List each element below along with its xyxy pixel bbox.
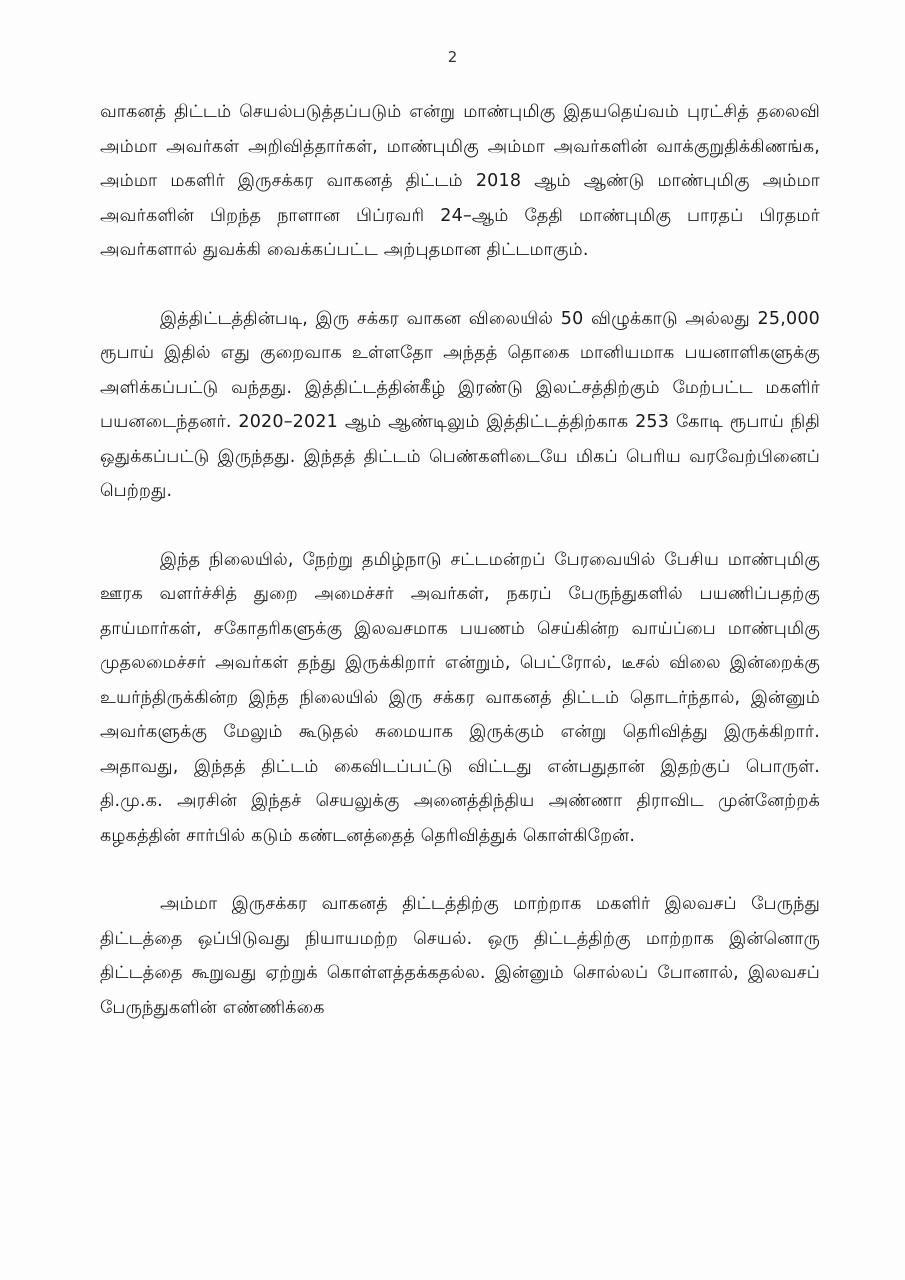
- paragraph-2: இத்திட்டத்தின்படி, இரு சக்கர வாகன விலையில் 50 விழுக்காடு அல்லது 25,000 ரூபாய் இதில் எது குறைவாக உள்ளதோ அந்தத் தொகை மானியமாக பயனாளிகளுக்கு அளிக்கப்பட்டு வந்தது. இத்திட்டத்தின்கீழ் இரண்டு இலட்சத்திற்கும் மேற்பட்ட மகளிர் பயனடைந்தனர். 2020–2021 ஆம் ஆண்டிலும் இத்திட்டத்திற்காக 253 கோடி ரூபாய் நிதி ஒதுக்கப்பட்டு இருந்தது. இந்தத் திட்டம் பெண்களிடையே மிகப் பெரிய வரவேற்பினைப் பெற்றது.: [100, 308, 820, 501]
- page-number: 2: [447, 48, 458, 66]
- paragraph-4: அம்மா இருசக்கர வாகனத் திட்டத்திற்கு மாற்றாக மகளிர் இலவசப் பேருந்து திட்டத்தை ஒப்பிடுவது நியாயமற்ற செயல். ஒரு திட்டத்திற்கு மாற்றாக இன்னொரு திட்டத்தை கூறுவது ஏற்றுக் கொள்ளத்தக்கதல்ல. இன்னும் சொல்லப் போனால், இலவசப் பேருந்துகளின் எண்ணிக்கை: [100, 894, 820, 1018]
- paragraph-1: வாகனத் திட்டம் செயல்படுத்தப்படும் என்று மாண்புமிகு இதயதெய்வம் புரட்சித் தலைவி அம்மா அவர்கள் அறிவித்தார்கள், மாண்புமிகு அம்மா அவர்களின் வாக்குறுதிக்கிணங்க, அம்மா மகளிர் இருசக்கர வாகனத் திட்டம் 2018 ஆம் ஆண்டு மாண்புமிகு அம்மா அவர்களின் பிறந்த நாளான பிப்ரவரி 24–ஆம் தேதி மாண்புமிகு பாரதப் பிரதமர் அவர்களால் துவக்கி வைக்கப்பட்ட அற்புதமான திட்டமாகும்.: [100, 102, 820, 260]
- paragraph-3: இந்த நிலையில், நேற்று தமிழ்நாடு சட்டமன்றப் பேரவையில் பேசிய மாண்புமிகு ஊரக வளர்ச்சித் துறை அமைச்சர் அவர்கள், நகரப் பேருந்துகளில் பயணிப்பதற்கு தாய்மார்கள், சகோதரிகளுக்கு இலவசமாக பயணம் செய்கின்ற வாய்ப்பை மாண்புமிகு முதலமைச்சர் அவர்கள் தந்து இருக்கிறார் என்றும், பெட்ரோல், டீசல் விலை இன்றைக்கு உயர்ந்திருக்கின்ற இந்த நிலையில் இரு சக்கர வாகனத் திட்டம் தொடர்ந்தால், இன்னும் அவர்களுக்கு மேலும் கூடுதல் சுமையாக இருக்கும் என்று தெரிவித்து இருக்கிறார். அதாவது, இந்தத் திட்டம் கைவிடப்பட்டு விட்டது என்பதுதான் இதற்குப் பொருள். தி.மு.க. அரசின் இந்தச் செயலுக்கு அனைத்திந்திய அண்ணா திராவிட முன்னேற்றக் கழகத்தின் சார்பில் கடும் கண்டனத்தைத் தெரிவித்துக் கொள்கிறேன்.: [100, 549, 820, 846]
- document-body: [100, 95, 820, 1025]
